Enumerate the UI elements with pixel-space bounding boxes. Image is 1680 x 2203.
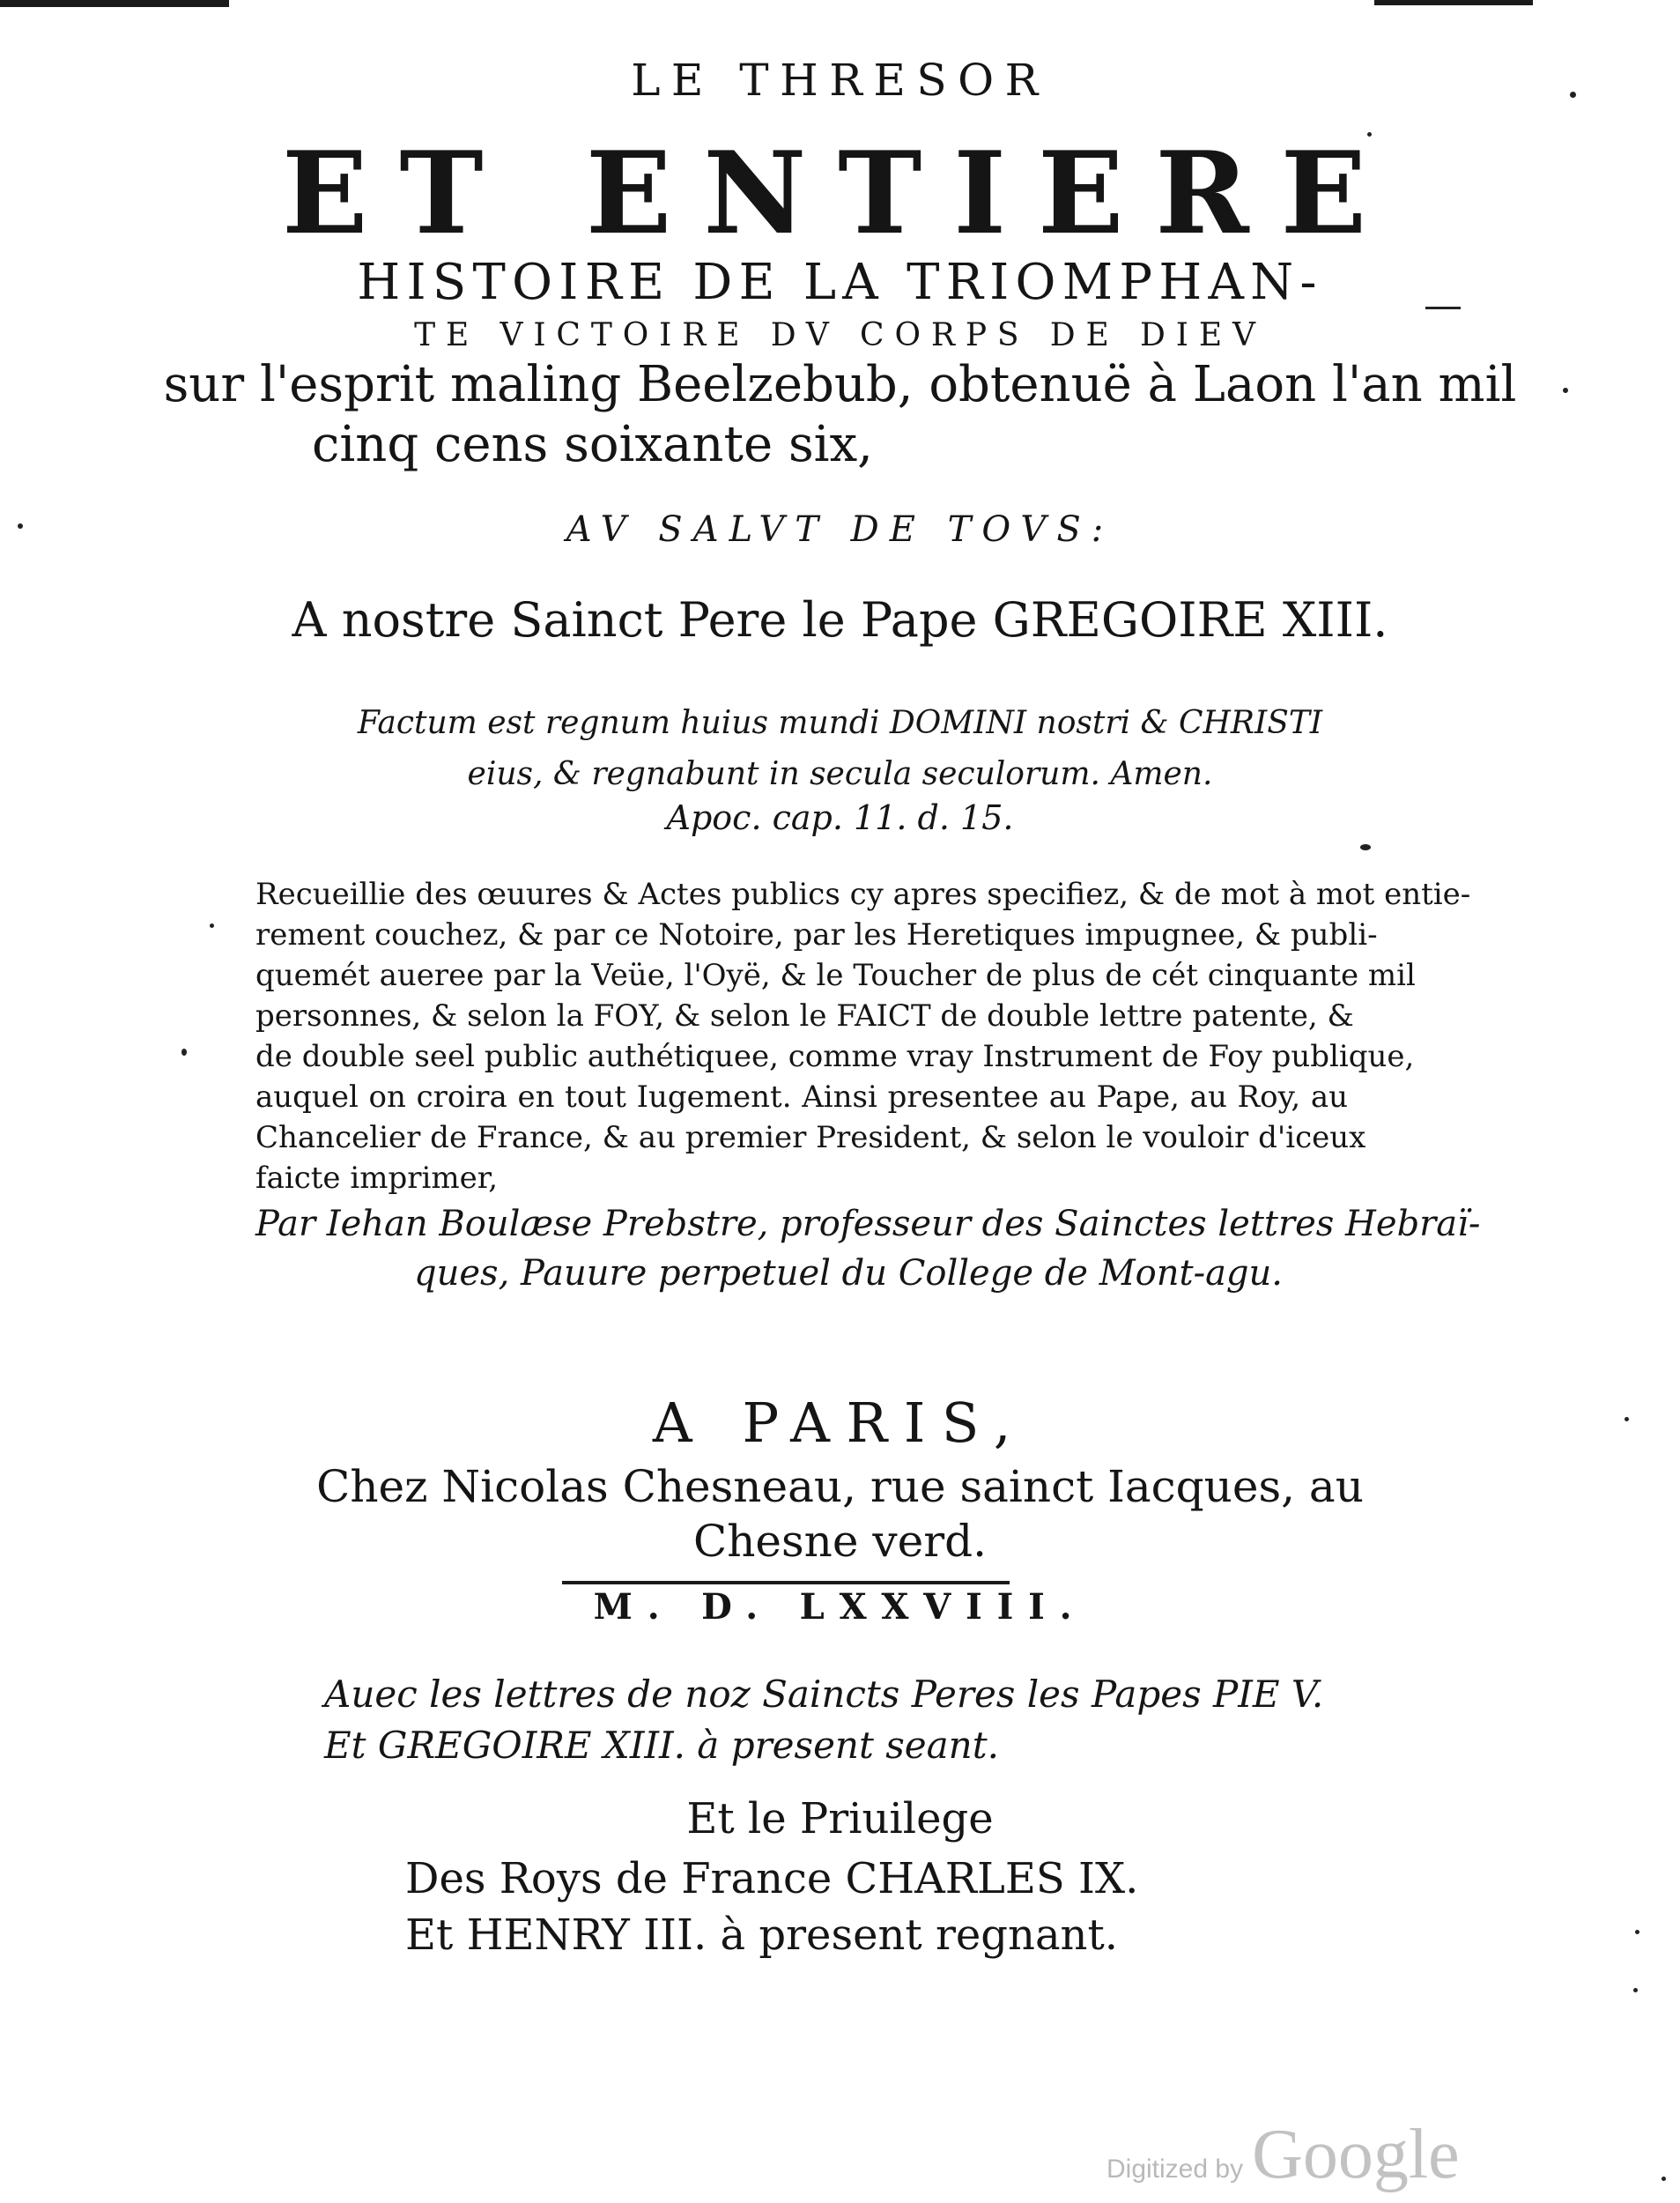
dust-speck [1633, 1988, 1638, 1992]
author-line-1: Par Iehan Boulæse Prebstre, professeur des Sainctes lettres Hebraï- [255, 1204, 1481, 1244]
verse-citation: Apoc. cap. 11. d. 15. [666, 798, 1014, 837]
privilege-line-3: Et HENRY III. à present regnant. [405, 1910, 1119, 1960]
title-line-6: cinq cens soixante six, [312, 416, 873, 473]
imprint-city: A PARIS, [652, 1391, 1028, 1455]
title-line-4: TE VICTOIRE DV CORPS DE DIEV [414, 317, 1266, 353]
author-line-2: ques, Pauure perpetuel du College de Mont-agu. [414, 1253, 1284, 1294]
title-line-2: ET ENTIERE [282, 128, 1398, 260]
title-line-3: HISTOIRE DE LA TRIOMPHAN- [357, 254, 1323, 311]
description-line: auquel on croira en tout Iugement. Ainsi presentee au Pape, au Roy, au [255, 1079, 1348, 1115]
description-line: de double seel public authétiquee, comme vray Instrument de Foy publique, [255, 1039, 1415, 1074]
privilege-line-2: Des Roys de France CHARLES IX. [405, 1854, 1139, 1903]
description-line: rement couchez, & par ce Notoire, par les Heretiques impugnee, & publi- [255, 917, 1378, 953]
description-line: Chancelier de France, & au premier President, & selon le vouloir d'iceux [255, 1120, 1366, 1155]
description-line: faicte imprimer, [255, 1161, 499, 1196]
verse-line-2: eius, & regnabunt in secula seculorum. Amen. [467, 756, 1213, 792]
dedication-heading: AV SALVT DE TOVS: [566, 509, 1114, 550]
title-line-5: sur l'esprit maling Beelzebub, obtenuë à Laon l'an mil [163, 356, 1517, 413]
imprint-year: M. D. LXXVIII. [593, 1586, 1087, 1628]
dust-speck [1635, 1930, 1639, 1934]
imprint-printer-line-1: Chez Nicolas Chesneau, rue sainct Iacques, au [316, 1461, 1364, 1512]
imprint-printer-line-2: Chesne verd. [692, 1516, 988, 1567]
letters-line-1: Auec les lettres de noz Saincts Peres les Papes PIE V. [324, 1673, 1324, 1716]
verse-line-1: Factum est regnum huius mundi DOMINI nostri & CHRISTI [357, 705, 1323, 741]
imprint-rule [562, 1581, 1010, 1584]
scan-edge-mark [1374, 0, 1533, 5]
dedication-line: A nostre Sainct Pere le Pape GREGOIRE XIII. [292, 592, 1388, 648]
dust-speck [1661, 2177, 1666, 2181]
description-line: personnes, & selon la FOY, & selon le FAICT de double lettre patente, & [255, 998, 1354, 1034]
letters-line-2: Et GREGOIRE XIII. à present seant. [324, 1724, 999, 1767]
watermark-prefix: Digitized by [1106, 2155, 1244, 2184]
description-line: Recueillie des œuures & Actes publics cy apres specifiez, & de mot à mot entie- [255, 877, 1471, 912]
scan-edge-mark [0, 0, 229, 7]
description-line: quemét aueree par la Veüe, l'Oyë, & le Toucher de plus de cét cinquante mil [255, 958, 1416, 993]
dust-speck [1360, 844, 1371, 850]
dust-speck [181, 1049, 187, 1056]
title-line-1: LE THRESOR [631, 55, 1049, 106]
digitized-watermark [1106, 2115, 1460, 2194]
privilege-line-1: Et le Priuilege [686, 1794, 994, 1843]
dust-speck [210, 923, 214, 928]
description-paragraph [255, 874, 1471, 1198]
watermark-brand-logo: Google [1252, 2116, 1460, 2193]
